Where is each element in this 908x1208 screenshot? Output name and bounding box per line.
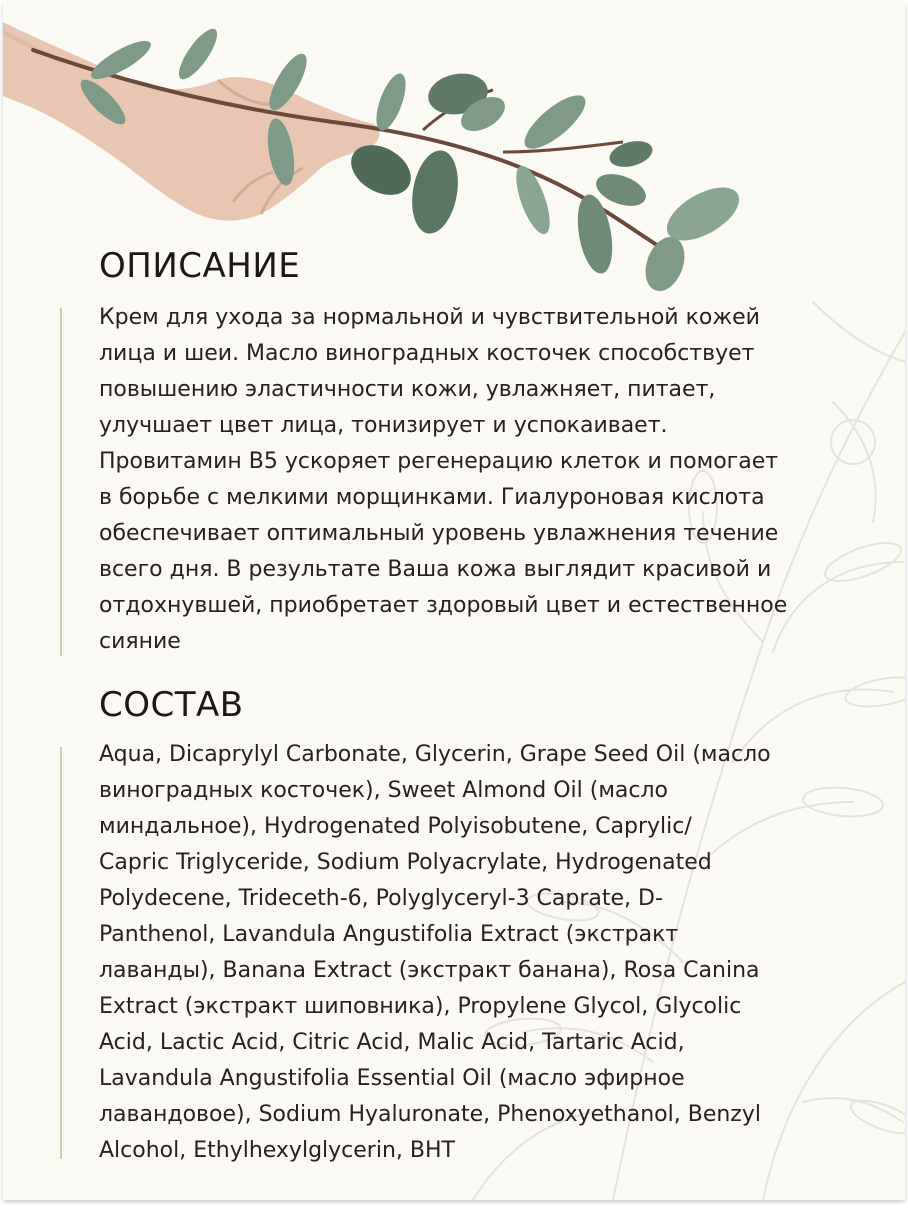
description-line: сияние [99,629,181,654]
description-accent-line [60,308,62,656]
description-line: повышению эластичности кожи, увлажняет, питает, [99,377,716,402]
description-line: Провитамин В5 ускоряет регенерацию клеток и помогает [99,449,779,474]
composition-line: Aqua, Dicaprylyl Carbonate, Glycerin, Grape Seed Oil (масло [99,742,771,767]
description-line: в борьбе с мелкими морщинками. Гиалуроновая кислота [99,485,765,510]
composition-line: миндальное), Hydrogenated Polyisobutene, Caprylic/ [99,814,692,839]
composition-text [99,737,869,1169]
composition-line: Acid, Lactic Acid, Citric Acid, Malic Acid, Tartaric Acid, [99,1030,685,1055]
description-line: лица и шеи. Масло виноградных косточек способствует [99,341,755,366]
description-heading: ОПИСАНИЕ [99,246,301,286]
description-line: Крем для ухода за нормальной и чувствительной кожей [99,305,760,330]
composition-line: Polydecene, Trideceth-6, Polyglyceryl-3 Caprate, D- [99,886,663,911]
description-line: улучшает цвет лица, тонизирует и успокаивает. [99,413,668,438]
composition-line: Alcohol, Ethylhexylglycerin, BHT [99,1138,455,1163]
composition-line: Extract (экстракт шиповника), Propylene Glycol, Glycolic [99,994,742,1019]
composition-line: лавандовое), Sodium Hyaluronate, Phenoxyethanol, Benzyl [99,1102,761,1127]
composition-line: Capric Triglyceride, Sodium Polyacrylate, Hydrogenated [99,850,712,875]
composition-line: Lavandula Angustifolia Essential Oil (масло эфирное [99,1066,685,1091]
description-line: всего дня. В результате Ваша кожа выглядит красивой и [99,557,772,582]
description-line: обеспечивает оптимальный уровень увлажнения течение [99,521,779,546]
description-line: отдохнувшей, приобретает здоровый цвет и естественное [99,593,788,618]
composition-line: виноградных косточек), Sweet Almond Oil (масло [99,778,669,803]
composition-line: лаванды), Banana Extract (экстракт банана), Rosa Canina [99,958,760,983]
composition-line: Panthenol, Lavandula Angustifolia Extract (экстракт [99,922,679,947]
product-info-card [3,2,905,1200]
composition-accent-line [60,747,62,1159]
composition-heading: СОСТАВ [99,685,244,725]
description-text [99,300,869,660]
